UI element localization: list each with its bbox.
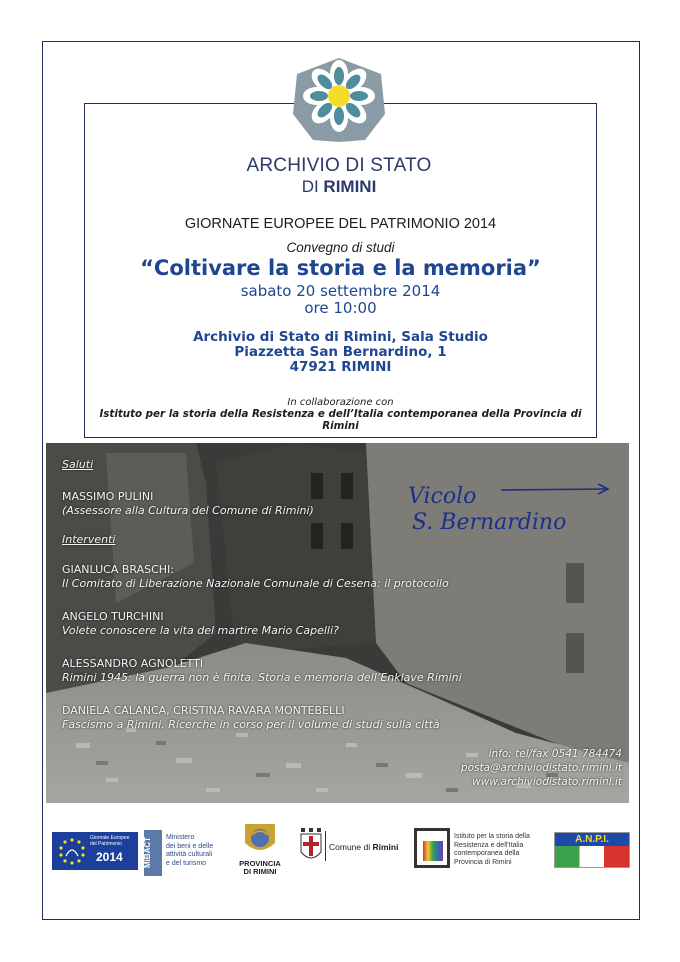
collaboration-organization: Istituto per la storia della Resistenza e dell’Italia contemporanea della Provincia di Rimini [99,408,582,432]
handwriting-line-1: Vicolo [408,484,477,509]
talk-speaker: ALESSANDRO AGNOLETTI [62,657,204,670]
event-date: sabato 20 settembre 2014 [240,282,441,300]
istituto-text: Istituto per la storia della Resistenza e dell'Italia contemporanea della Provincia di Rimini [454,833,530,866]
istituto-logo [414,828,450,868]
mibact-logo: MiBACT [144,830,162,876]
provincia-name: PROVINCIA DI RIMINI [239,859,281,876]
event-series: GIORNATE EUROPEE DEL PATRIMONIO 2014 [184,216,497,232]
archivio-logo-icon [287,56,391,144]
comune-crest-icon [299,826,323,866]
anpi-logo [554,832,630,868]
saluti-label: Saluti [62,458,94,471]
venue-line-1: Archivio di Stato di Rimini, Sala Studio [193,329,488,345]
talk-speaker: ANGELO TURCHINI [62,610,164,623]
anpi-label: A.N.P.I. [555,833,629,846]
talk-topic: Volete conoscere la vita del martire Mario Capelli? [62,624,339,637]
contact-phone: info: tel/fax 0541 784474 [488,748,622,760]
interventi-label: Interventi [62,533,116,546]
greeter-name: MASSIMO PULINI [62,490,154,503]
talk-topic: Rimini 1945: la guerra non è finita. Storia e memoria dell’Enklave Rimini [62,671,462,684]
greeter-role: (Assessore alla Cultura del Comune di Rimini) [62,504,314,517]
mibact-text: Ministero dei beni e delle attività culturali e del turismo [166,834,214,867]
talk-topic: Il Comitato di Liberazione Nazionale Comunale di Cesena: il protocollo [62,577,449,590]
contact-email[interactable]: posta@archiviodistato.rimini.it [460,762,622,774]
institution-city: DI RIMINI [301,177,377,196]
venue-line-3: 47921 RIMINI [289,359,392,375]
provincia-crest-icon [242,821,278,857]
talk-topic: Fascismo a Rimini. Ricerche in corso per il volume di studi sulla città [62,718,440,731]
gep-logo: Giornate Europee del Patrimonio 2014 [52,832,138,870]
handwriting-line-2: S. Bernardino [412,510,567,535]
event-type: Convegno di studi [286,240,395,255]
eu-stars-icon [54,836,90,866]
collaboration-intro: In collaborazione con [287,397,394,408]
contact-website[interactable]: www.archiviodistato.rimini.it [472,776,622,788]
institution-name: ARCHIVIO DI STATO [246,155,432,176]
talk-speaker: GIANLUCA BRASCHI: [62,563,175,576]
sponsor-logos [46,812,629,884]
comune-name: Comune di Rimini [329,842,399,852]
event-time: ore 10:00 [304,299,377,317]
venue-line-2: Piazzetta San Bernardino, 1 [234,344,447,360]
event-title: “Coltivare la storia e la memoria” [140,256,541,280]
gep-year: 2014 [96,850,123,864]
talk-speaker: DANIELA CALANCA, CRISTINA RAVARA MONTEBELLI [62,704,345,717]
